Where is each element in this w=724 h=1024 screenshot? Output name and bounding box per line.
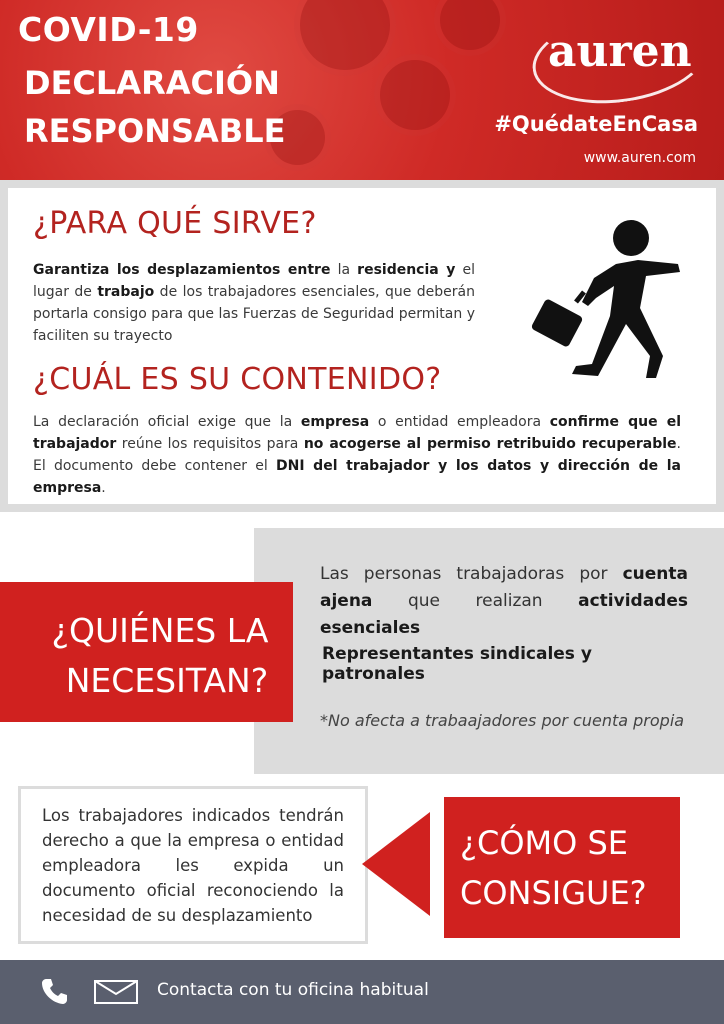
quienes-text bbox=[320, 561, 688, 642]
header-title-covid: COVID-19 bbox=[18, 10, 199, 49]
bold-text: actividades esenciales bbox=[320, 591, 688, 638]
text: el lugar de bbox=[33, 262, 476, 300]
contenido-text bbox=[33, 411, 681, 499]
heading-quienes-line1: ¿QUIÉNES LA bbox=[51, 611, 269, 650]
bold-text: no acogerse al permiso retribuido recuperable bbox=[303, 436, 677, 452]
pointer-arrow-icon bbox=[362, 812, 430, 916]
text: La declaración oficial exige que la bbox=[33, 414, 301, 430]
virus-decoration bbox=[300, 0, 390, 70]
representantes-text: Representantes sindicales y patronales bbox=[322, 644, 592, 684]
virus-decoration bbox=[440, 0, 500, 50]
virus-decoration bbox=[380, 60, 450, 130]
walking-worker-icon bbox=[528, 216, 688, 388]
mail-icon[interactable] bbox=[94, 980, 138, 1004]
text: reúne los requisitos para bbox=[116, 436, 304, 452]
bold-text: cuenta ajena bbox=[320, 564, 688, 611]
hashtag: #QuédateEnCasa bbox=[494, 112, 698, 136]
header-title-responsable: RESPONSABLE bbox=[24, 112, 286, 150]
heading-para-que-sirve: ¿PARA QUÉ SIRVE? bbox=[33, 206, 317, 241]
bold-text: confirme que el trabajador bbox=[33, 414, 681, 452]
contact-text: Contacta con tu oficina habitual bbox=[157, 980, 429, 1000]
text: . El documento debe contener el bbox=[33, 436, 681, 474]
como-text: Los trabajadores indicados tendrán derecho a que la empresa o entidad empleadora les expida un documento oficial reconociendo la necesidad de su desplazamiento bbox=[42, 806, 344, 925]
text: la bbox=[330, 262, 358, 278]
header-title-declaracion: DECLARACIÓN bbox=[24, 64, 280, 102]
bold-text: Garantiza los desplazamientos entre bbox=[33, 262, 331, 278]
auren-logo: auren bbox=[548, 26, 692, 77]
heading-como-line1: ¿CÓMO SE bbox=[460, 824, 629, 862]
bold-text: trabajo bbox=[97, 284, 155, 300]
text: o entidad empleadora bbox=[369, 414, 550, 430]
bold-text: empresa bbox=[300, 414, 370, 430]
text: . bbox=[101, 480, 106, 496]
heading-cual-contenido: ¿CUÁL ES SU CONTENIDO? bbox=[33, 362, 442, 397]
text: de los trabajadores esenciales, que deberán portarla consigo para que las Fuerzas de Seguridad permitan y faciliten su trayecto bbox=[33, 284, 475, 344]
phone-icon[interactable] bbox=[40, 977, 68, 1005]
para-que-text bbox=[33, 259, 475, 347]
text: Las personas trabajadoras por bbox=[320, 564, 623, 584]
website-link[interactable]: www.auren.com bbox=[583, 150, 696, 166]
bold-text: residencia y bbox=[357, 262, 456, 278]
bold-text: DNI del trabajador y los datos y dirección de la empresa bbox=[33, 458, 681, 496]
heading-como-line2: CONSIGUE? bbox=[460, 874, 647, 912]
note-text: *No afecta a trabaajadores por cuenta propia bbox=[320, 711, 685, 730]
text: que realizan bbox=[372, 591, 579, 611]
heading-quienes-line2: NECESITAN? bbox=[65, 661, 269, 700]
